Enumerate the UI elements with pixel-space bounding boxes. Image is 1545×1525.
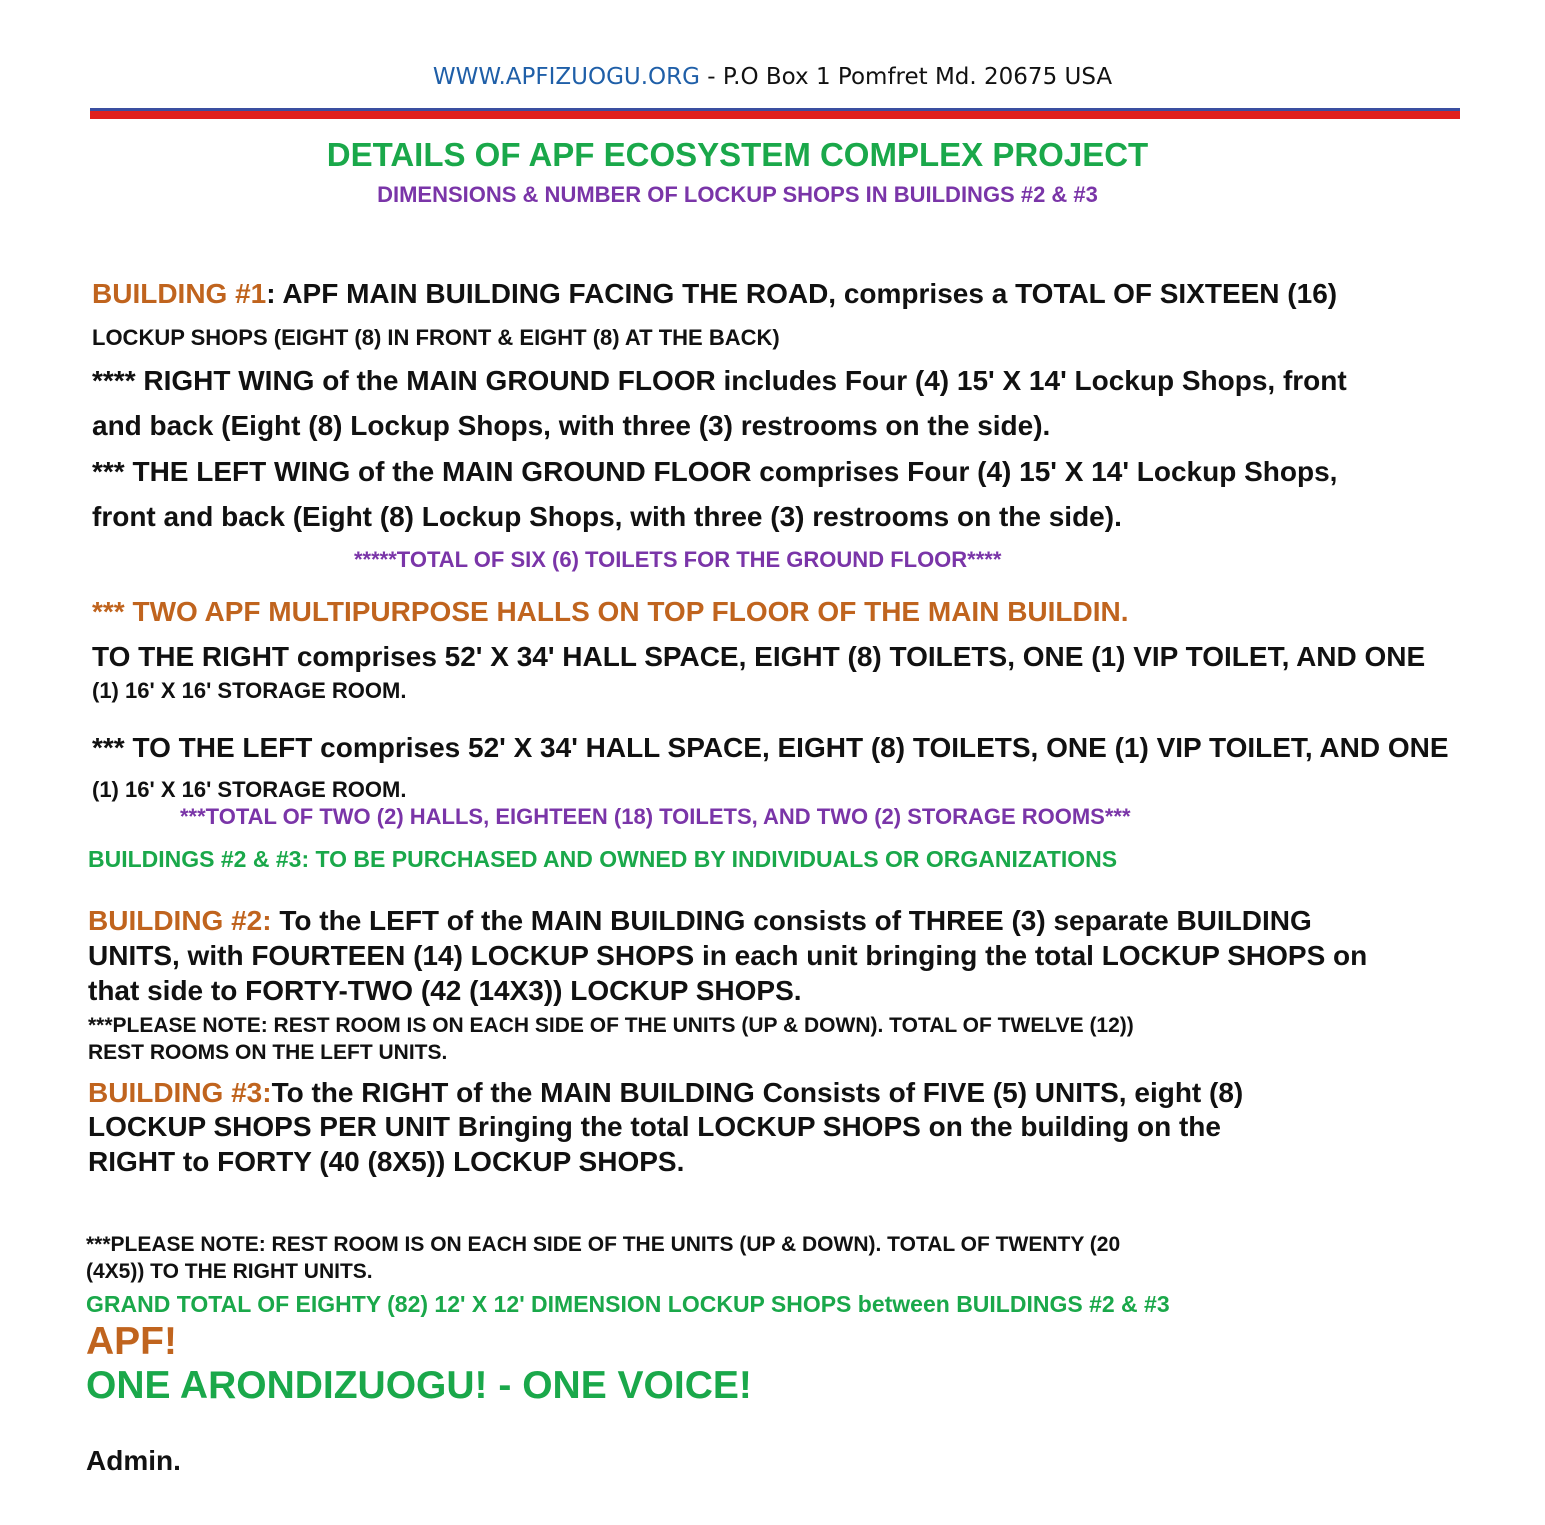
page-header <box>0 64 1545 90</box>
building3-line3: RIGHT to FORTY (40 (8X5)) LOCKUP SHOPS. <box>88 1146 685 1177</box>
signature: Admin. <box>86 1445 181 1476</box>
building2-line1: BUILDING #2: To the LEFT of the MAIN BUILDING consists of THREE (3) separate BUILDING <box>88 905 1312 936</box>
slogan: ONE ARONDIZUOGU! - ONE VOICE! <box>86 1364 752 1407</box>
building2-line3: that side to FORTY-TWO (42 (14X3)) LOCKUP SHOPS. <box>88 975 802 1006</box>
left-hall-line2: (1) 16' X 16' STORAGE ROOM. <box>92 777 407 802</box>
left-wing-line1: *** THE LEFT WING of the MAIN GROUND FLOOR comprises Four (4) 15' X 14' Lockup Shops, <box>92 456 1338 487</box>
grand-total: GRAND TOTAL OF EIGHTY (82) 12' X 12' DIMENSION LOCKUP SHOPS between BUILDINGS #2 & #3 <box>86 1291 1170 1317</box>
building3-label: BUILDING #3: <box>88 1077 272 1108</box>
right-hall-line1: TO THE RIGHT comprises 52' X 34' HALL SPACE, EIGHT (8) TOILETS, ONE (1) VIP TOILET, AND ONE <box>92 641 1426 672</box>
buildings-2-3-heading: BUILDINGS #2 & #3: TO BE PURCHASED AND OWNED BY INDIVIDUALS OR ORGANIZATIONS <box>88 846 1118 872</box>
page-title: DETAILS OF APF ECOSYSTEM COMPLEX PROJECT <box>326 136 1149 173</box>
building2-note-line1: ***PLEASE NOTE: REST ROOM IS ON EACH SIDE OF THE UNITS (UP & DOWN). TOTAL OF TWELVE (12)) <box>88 1014 1134 1037</box>
building2-label: BUILDING #2: <box>88 905 272 936</box>
header-divider <box>90 108 1460 120</box>
website-link[interactable]: WWW.APFIZUOGU.ORG <box>432 64 700 90</box>
building1-intro: BUILDING #1: APF MAIN BUILDING FACING THE ROAD, comprises a TOTAL OF SIXTEEN (16) <box>92 278 1338 309</box>
building3-note-line1: ***PLEASE NOTE: REST ROOM IS ON EACH SIDE OF THE UNITS (UP & DOWN). TOTAL OF TWENTY (20 <box>86 1233 1121 1256</box>
building3-note-line2: (4X5)) TO THE RIGHT UNITS. <box>86 1260 373 1283</box>
left-hall-line1: *** TO THE LEFT comprises 52' X 34' HALL SPACE, EIGHT (8) TOILETS, ONE (1) VIP TOILET, AND ONE <box>92 732 1449 763</box>
halls-total: ***TOTAL OF TWO (2) HALLS, EIGHTEEN (18) TOILETS, AND TWO (2) STORAGE ROOMS*** <box>180 804 1131 829</box>
page-subtitle: DIMENSIONS & NUMBER OF LOCKUP SHOPS IN BUILDINGS #2 & #3 <box>377 182 1098 207</box>
halls-heading: *** TWO APF MULTIPURPOSE HALLS ON TOP FLOOR OF THE MAIN BUILDIN. <box>92 596 1129 627</box>
building1-line2: LOCKUP SHOPS (EIGHT (8) IN FRONT & EIGHT (8) AT THE BACK) <box>92 325 780 350</box>
apf-exclamation: APF! <box>86 1320 177 1363</box>
right-hall-line2: (1) 16' X 16' STORAGE ROOM. <box>92 678 407 703</box>
left-wing-line2: front and back (Eight (8) Lockup Shops, with three (3) restrooms on the side). <box>92 501 1122 532</box>
address: - P.O Box 1 Pomfret Md. 20675 USA <box>699 64 1113 90</box>
ground-floor-toilets-total: *****TOTAL OF SIX (6) TOILETS FOR THE GROUND FLOOR**** <box>354 547 1002 572</box>
right-wing-line2: and back (Eight (8) Lockup Shops, with three (3) restrooms on the side). <box>92 410 1051 441</box>
right-wing-line1: **** RIGHT WING of the MAIN GROUND FLOOR includes Four (4) 15' X 14' Lockup Shops, front <box>92 365 1347 396</box>
building1-label: BUILDING #1 <box>92 278 267 309</box>
building2-line2: UNITS, with FOURTEEN (14) LOCKUP SHOPS in each unit bringing the total LOCKUP SHOPS on <box>88 940 1368 971</box>
building3-line1: BUILDING #3:To the RIGHT of the MAIN BUILDING Consists of FIVE (5) UNITS, eight (8) <box>88 1077 1244 1108</box>
building2-note-line2: REST ROOMS ON THE LEFT UNITS. <box>88 1041 448 1064</box>
building3-line2: LOCKUP SHOPS PER UNIT Bringing the total LOCKUP SHOPS on the building on the <box>88 1111 1221 1142</box>
